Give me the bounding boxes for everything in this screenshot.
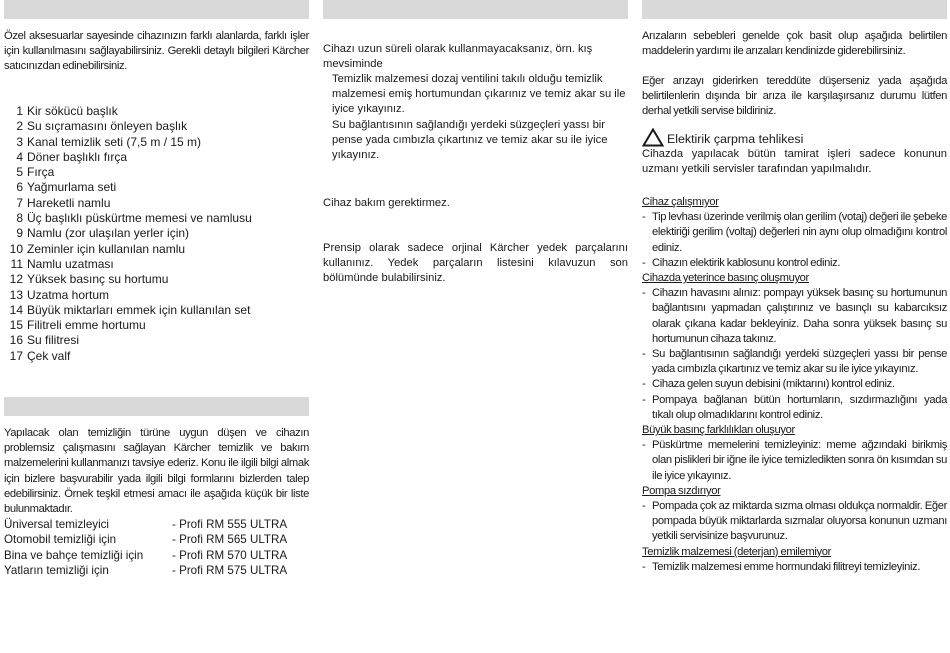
list-item: 10 Zeminler için kullanılan namlu <box>9 241 186 256</box>
section-header-bar <box>4 397 309 416</box>
section-title: Temizlik malzemesi (deterjan) emilemiyor <box>642 545 832 558</box>
list-item: 6 Yağmurlama seti <box>16 180 117 195</box>
list-item: 17 Çek valf <box>9 348 71 363</box>
list-item: 8 Üç başlıklı püskürtme memesi ve namlusu <box>16 211 252 226</box>
troubleshooting-sections <box>642 195 947 575</box>
list-item: Yatların temizliği için - Profi RM 575 ULTRA <box>4 563 288 577</box>
list-item: 4 Döner başlıklı fırça <box>16 149 128 164</box>
list-item: - Pompada çok az miktarda sızma olması oldukça normaldir. Eğer pompada büyük miktarlarda sızmalar oluyorsa konunun uzmanı yetkili servisinize başvurunuz. <box>642 500 947 543</box>
list-item: 13 Uzatma hortum <box>9 287 110 302</box>
list-item: 7 Hareketli namlu <box>16 195 111 210</box>
list-item: 11 Namlu uzatması <box>10 256 114 271</box>
warning-triangle-icon <box>642 128 664 147</box>
troubleshooting-intro: Arızaların sebebleri genelde çok basit olup aşağıda belirtilen maddelerin yardımı ile arızaları kendinizde giderebilirsiniz. <box>642 30 947 58</box>
accessories-list <box>4 104 309 364</box>
list-item: 15 Filitreli emme hortumu <box>9 318 146 333</box>
section-header-bar <box>642 0 947 19</box>
section-title: Cihaz çalışmıyor <box>642 196 719 208</box>
list-item: 9 Namlu (zor ulaşılan yerler için) <box>16 226 190 241</box>
section-header-bar <box>4 0 309 19</box>
electric-shock-warning <box>642 128 947 177</box>
section-title: Pompa sızdırıyor <box>642 484 721 497</box>
list-item: Bina ve bahçe temizliği için - Profi RM 570 ULTRA <box>4 548 288 562</box>
list-item: 12 Yüksek basınç su hortumu <box>9 272 169 287</box>
section-header-bar <box>323 0 628 19</box>
list-item: 16 Su filitresi <box>9 333 80 348</box>
section-title: Büyük basınç farklılıkları oluşuyor <box>642 424 795 437</box>
list-item: Üniversal temizleyici - Profi RM 555 ULTRA <box>4 518 288 531</box>
list-item: Otomobil temizliği için - Profi RM 565 ULTRA <box>4 533 288 547</box>
accessories-intro: Özel aksesuarlar sayesinde cihazınızın farklı alanlarda, farklı işler için kullanılmasını sağlayabilirsiniz. Gerekli detaylı bilgileri Kärcher satıcınızdan edinebilirsiniz. <box>4 30 309 73</box>
list-item: - Cihazın havasını alınız: pompayı yüksek basınç su hortumunun bağlantısını yapmadan çalıştırınız ve basınçlı su kabarcıksız olarak çıkana kadar bekleyiniz. Daha sonra yüksek basınç su hortumunun cihaza takınız. <box>642 287 947 345</box>
storage-intro: Cihazı uzun süreli olarak kullanmayacaksanız, örn. kış mevsiminde <box>323 43 593 71</box>
troubleshooting-intro-service: Eğer arızayı giderirken tereddüte düşerseniz yada aşağıda belirtilenlerin dışında bir arıza ile karşılaşırsanız durumu lütfen derhal yetkili servise bildiriniz. <box>642 75 947 118</box>
warning-text: Cihazda yapılacak bütün tamirat işleri sadece konunun uzmanı yetkili servisler tarafından yapılmalıdır. <box>642 148 947 176</box>
storage-step: Su bağlantısının sağlandığı yerdeki süzgeçleri yassı bir pense yada cımbızla çıkartınız ve temiz akar su ile iyice yıkayınız. <box>332 119 608 162</box>
list-item: - Püskürtme memelerini temizleyiniz: meme ağzındaki birikmiş olan pislikleri bir iğne ile iyice temizledikten sonra ön kısımdan su ile iyice yıkayınız. <box>642 439 947 482</box>
spare-parts-text: Prensip olarak sadece orjinal Kärcher yedek parçalarını kullanınız. Yedek parçaların listesini kılavuzun son bölümünde bulabilirsiniz. <box>323 242 628 285</box>
list-item: - Su bağlantısının sağlandığı yerdeki süzgeçleri yassı bir pense yada cımbızla çıkartınız ve temiz akar su ile iyice yıkayınız. <box>642 348 947 376</box>
list-item: - Cihaza gelen suyun debisini (miktarını) kontrol ediniz. <box>642 378 895 391</box>
list-item: 14 Büyük miktarları emmek için kullanılan set <box>9 302 251 317</box>
list-item: - Pompaya bağlanan bütün hortumların, sızdırmazlığını yada tıkalı olup olmadıklarını kontrol ediniz. <box>642 393 947 421</box>
detergent-paragraph: Yapılacak olan temizliğin türüne uygun düşen ve cihazın problemsiz çalışmasını sağlayan Kärcher temizlik ve bakım malzemelerini kullanmanızı tavsiye ederiz. Konu ile ilgili bilgi almak için bizlere başvurabilir yada ilgili bilgi formlarını bizlerden talep edebilirsiniz. Örnek teşkil etmesi amacı ile aşağıda küçük bir liste bulunmaktadır. <box>4 427 309 516</box>
list-item: 3 Kanal temizlik seti (7,5 m / 15 m) <box>16 134 202 149</box>
list-item: - Tip levhası üzerinde verilmiş olan gerilim (votaj) değeri ile şebeke elektiriği gerilim (voltaj) değerleri nin aynı olup olmadığını kontrol ediniz. <box>642 211 947 254</box>
maintenance-text: Cihaz bakım gerektirmez. <box>323 197 450 209</box>
list-item: 5 Fırça <box>16 165 55 180</box>
storage-step: Temizlik malzemesi dozaj ventilini takılı olduğu temizlik malzemesi emiş hortumundan çıkarınız ve temiz akar su ile iyice yıkayınız. <box>332 73 626 116</box>
product-list <box>4 517 309 578</box>
list-item: 2 Su sıçramasını önleyen başlık <box>16 119 188 134</box>
list-item: 1 Kir sökücü başlık <box>16 104 118 118</box>
warning-heading: Elektirik çarpma tehlikesi <box>642 128 947 147</box>
list-item: - Temizlik malzemesi emme hormundaki filitreyi temizleyiniz. <box>642 560 921 573</box>
section-title: Cihazda yeterince basınç oluşmuyor <box>642 272 809 285</box>
list-item: - Cihazın elektirik kablosunu kontrol ediniz. <box>642 256 841 269</box>
